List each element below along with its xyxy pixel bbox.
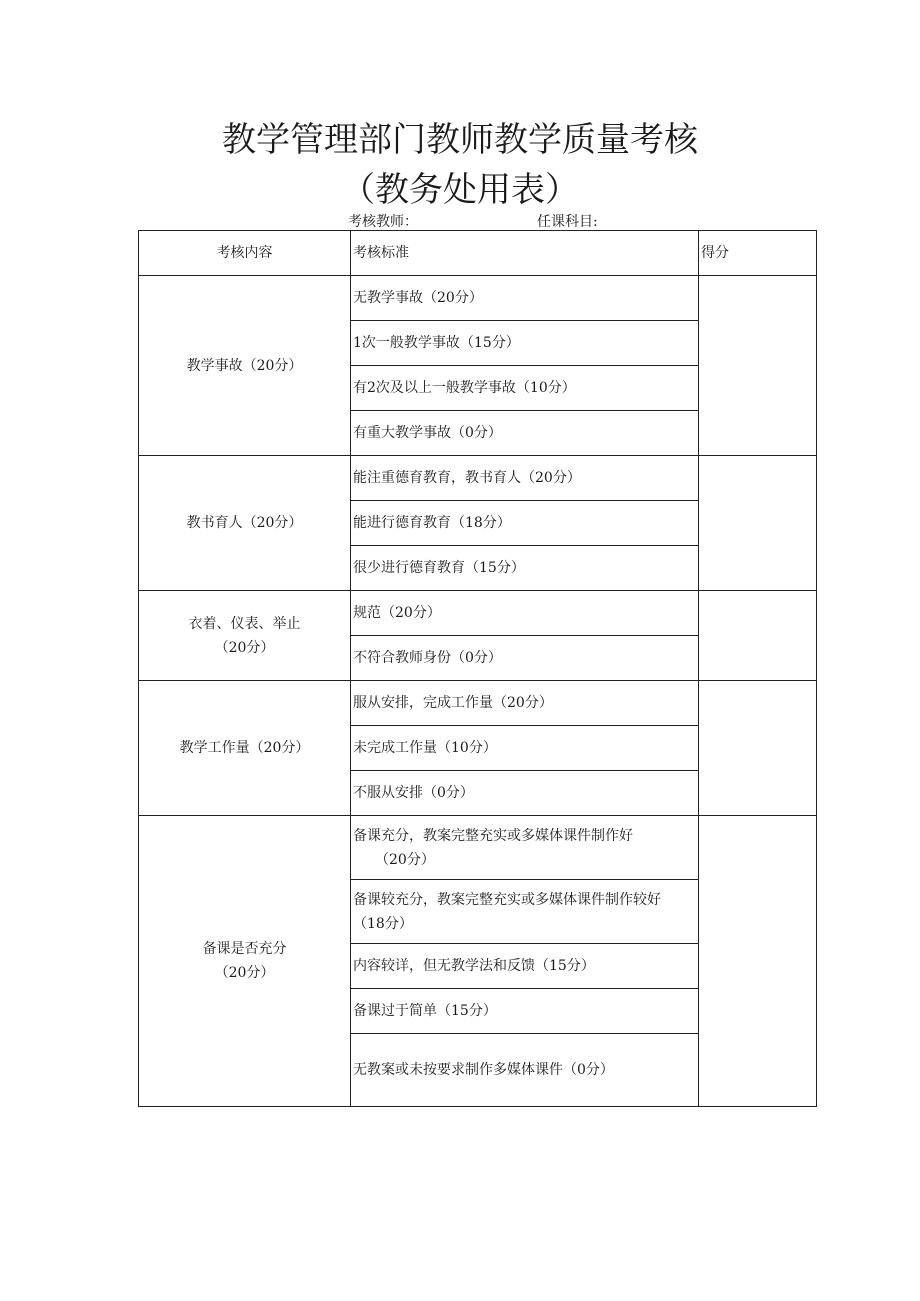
criterion-cell: 能注重德育教育，教书育人（20分） [351,456,699,501]
criterion-cell: 备课过于简单（15分） [351,989,699,1034]
category-line: （20分） [214,965,275,981]
table-row [139,276,817,321]
category-cell [139,591,351,681]
criterion-cell: 很少进行德育教育（15分） [351,546,699,591]
criterion-cell [351,880,699,944]
criterion-cell: 有重大教学事故（0分） [351,411,699,456]
criterion-cell [351,816,699,880]
score-cell[interactable] [699,681,817,816]
category-line: 备课是否充分 [202,941,287,957]
header-score: 得分 [699,231,817,276]
document-subtitle: （教务处用表） [341,170,579,210]
score-cell[interactable] [699,591,817,681]
header-standard: 考核标准 [351,231,699,276]
table-header-row [139,231,817,276]
header-content: 考核内容 [139,231,351,276]
score-cell[interactable] [699,276,817,456]
category-line: （20分） [214,639,275,656]
category-cell [139,816,351,1107]
criterion-cell: 1次一般教学事故（15分） [351,321,699,366]
score-cell[interactable] [699,456,817,591]
criterion-cell: 未完成工作量（10分） [351,726,699,771]
subject-label: 任课科目: [537,214,598,230]
criterion-cell: 不服从安排（0分） [351,771,699,816]
criterion-line: 备课充分，教案完整充实或多媒体课件制作好 [353,827,633,844]
criterion-cell: 规范（20分） [351,591,699,636]
category-cell: 教书育人（20分） [139,456,351,591]
evaluation-table [138,230,817,1107]
score-cell[interactable] [699,816,817,1107]
criterion-cell: 服从安排，完成工作量（20分） [351,681,699,726]
criterion-cell: 无教学事故（20分） [351,276,699,321]
category-cell: 教学工作量（20分） [139,681,351,816]
table-row [139,816,817,880]
criterion-line: （20分） [375,851,435,868]
criterion-cell: 内容较详，但无教学法和反馈（15分） [351,944,699,989]
table-row [139,681,817,726]
criterion-cell: 不符合教师身份（0分） [351,636,699,681]
criterion-cell: 无教案或未按要求制作多媒体课件（0分） [351,1034,699,1107]
category-cell: 教学事故（20分） [139,276,351,456]
table-row [139,456,817,501]
criterion-cell: 能进行德育教育（18分） [351,501,699,546]
criterion-line: （18分） [353,915,413,932]
table-row [139,591,817,636]
document-title: 教学管理部门教师教学质量考核 [222,120,698,160]
teacher-label: 考核教师： [348,214,418,230]
category-line: 衣着、仪表、举止 [188,615,301,632]
criterion-cell: 有2次及以上一般教学事故（10分） [351,366,699,411]
criterion-line: 备课较充分，教案完整充实或多媒体课件制作较好 [353,891,661,908]
